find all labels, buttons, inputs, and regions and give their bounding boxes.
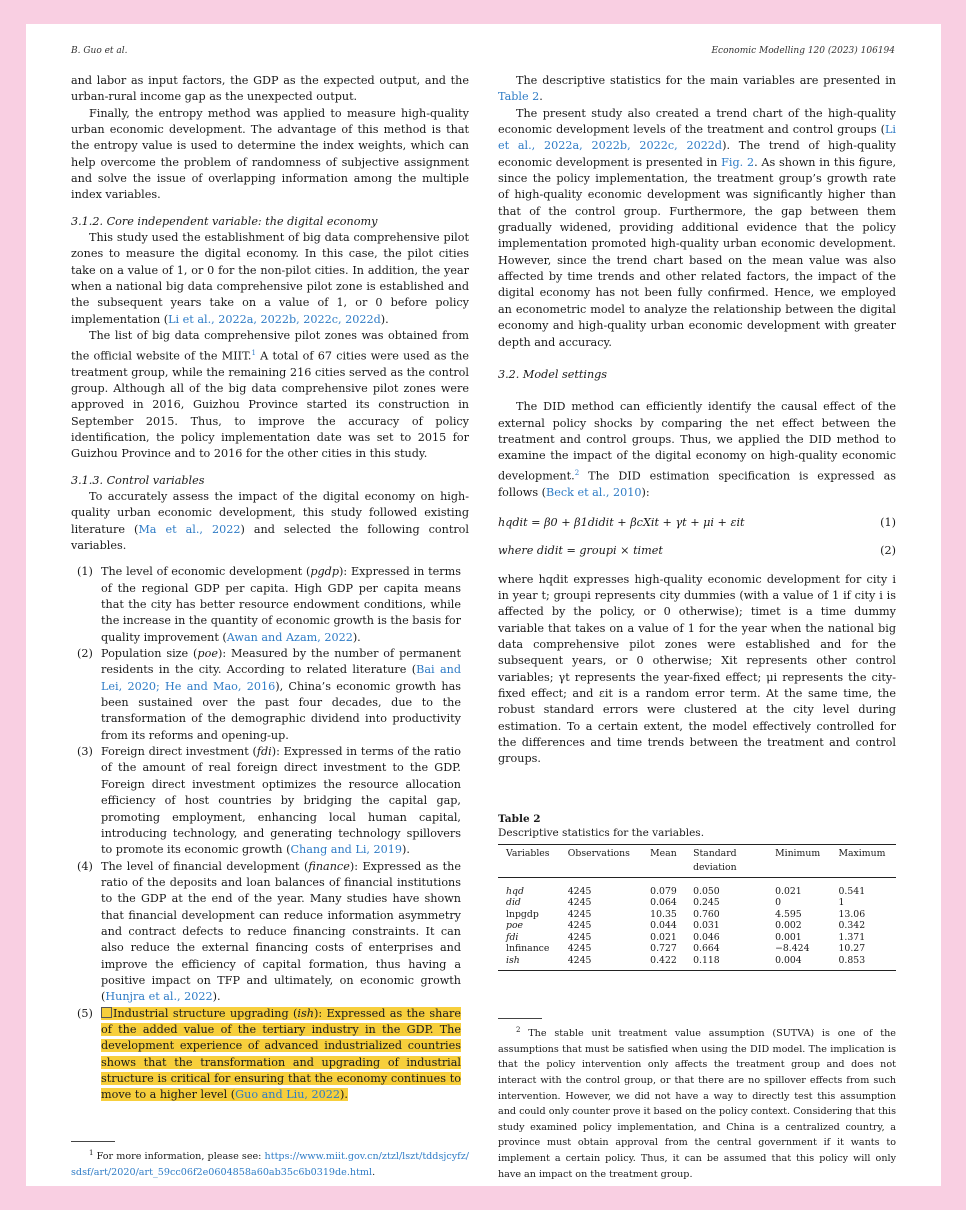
text: To accurately assess the impact of the digital economy on high-quality urban economic development, this study followed existing literature (: [71, 489, 469, 536]
cell: 0.021: [775, 885, 802, 897]
variable-name: finance: [308, 859, 350, 873]
cell: 0.046: [693, 931, 720, 943]
cell: 0.727: [650, 943, 677, 955]
section-heading-3-1-3: 3.1.3. Control variables: [71, 473, 205, 487]
paragraph: and labor as input factors, the GDP as the expected output, and the urban-rural income gap as the unexpected output.: [71, 74, 469, 104]
text: ): Expressed in terms of the ratio of the amount of real foreign direct investment to the GDP. Foreign direct investment optimizes the resource allocation efficiency of host countries by bridging the capital gap, promoting employment, enhancing local human capital, introducing technology, and generating technology spillovers to promote its economic growth (: [101, 745, 461, 857]
citation-link[interactable]: Li et al., 2022a, 2022b, 2022c, 2022d: [168, 312, 381, 326]
control-variable-list: [71, 564, 469, 1103]
variable-name: poe: [197, 647, 218, 661]
footnote-2: [498, 1018, 896, 1182]
cell: 0.001: [775, 931, 802, 943]
footnote-number: 1: [89, 1149, 94, 1157]
cell: did: [506, 897, 521, 909]
table-row: [498, 932, 896, 944]
text: A total of 67 cities were used as the treatment group, while the remaining 216 cities served as the control group. Although all of the big data comprehensive pilot zones were approved in 2016, Guizhou Province started its construction in September 2015. Thus, to improve the accuracy of policy identification, the policy implementation date was set to 2015 for Guizhou Province and to 2016 for the other cities in this study.: [71, 349, 469, 461]
descriptive-statistics-table: [498, 844, 896, 972]
text: ).: [340, 1088, 348, 1102]
cell: lnpgdp: [506, 908, 539, 920]
cell: 0.064: [650, 897, 677, 909]
text: .: [539, 90, 543, 104]
text: The descriptive statistics for the main variables are presented in: [516, 74, 896, 87]
footnote-number: 2: [516, 1026, 521, 1034]
left-column: [71, 73, 469, 1104]
text: Foreign direct investment (: [101, 745, 257, 759]
cell: 13.06: [838, 908, 866, 920]
equation-number: (1): [880, 515, 896, 529]
footnote-ref-1[interactable]: 1: [251, 348, 256, 357]
list-item: [71, 859, 469, 1006]
cell: 0.422: [642, 955, 685, 971]
text: ).: [401, 843, 410, 857]
text: The list of big data comprehensive pilot zones was obtained from the official website of the MIIT.: [71, 329, 469, 363]
cell: 0.031: [693, 920, 720, 932]
table-row: [498, 955, 896, 971]
paragraph-control-variables: [71, 489, 469, 554]
text: The level of financial development (: [101, 859, 309, 873]
cell: 0.021: [650, 931, 677, 943]
cell: −8.424: [775, 943, 810, 955]
paragraph-pilot-zones: [71, 328, 469, 462]
cell: 0.044: [650, 920, 677, 932]
text: ) and selected the following control variables.: [71, 522, 469, 553]
url-link[interactable]: https://www.miit.gov.cn/ztzl/lszt/tddsjcyfz/sdsf/art/2020/art_59cc06f2e0604858a60ab35c6b0319de.html: [71, 1151, 469, 1178]
text: For more information, please see:: [96, 1151, 265, 1163]
footnote-1: [71, 1141, 469, 1180]
text: ): Measured by the number of permanent residents in the city. According to related literature (: [101, 647, 462, 677]
paragraph-variable-definitions: where hqdit expresses high-quality economic development for city i in year t; groupi represents city dummies (with a value of 1 if city i is affected by the policy, or 0 otherwise); timet is a time dummy variable that takes on a value of 1 for the year when the national big data comprehensive pilot zones were established and for the subsequent years, or 0 otherwise; Xit represents other control variables; γt represents the year-fixed effect; μi represents the city-fixed effect; and εit is a random error term. At the same time, the robust standard errors were clustered at the city level during estimation. To a certain extent, the model effectively controlled for the differences and time trends between the treatment and control groups.: [498, 572, 896, 766]
paper-page: [26, 24, 941, 1186]
cell: 0.664: [693, 943, 720, 955]
cell: 0: [775, 897, 781, 909]
cell: 0.079: [650, 885, 677, 897]
cell: 0.760: [693, 908, 720, 920]
footnote-rule: [71, 1141, 115, 1142]
text: ).: [380, 312, 389, 326]
cell: 4245: [567, 897, 592, 909]
table-2: [498, 812, 896, 972]
text: . As shown in this figure, since the policy implementation, the treatment group’s growth rate of high-quality economic development was significantly higher than that of the control group. Furthermore, the gap between them gradually widened, providing additional evidence that the policy implementation promoted high-quality urban economic development. However, since the trend chart based on the mean value was also affected by time trends and other related factors, the impact of the digital economy has not been fully confirmed. Hence, we employed an econometric model to analyze the relationship between the digital economy and high-quality urban economic development with greater depth and accuracy.: [498, 155, 896, 349]
list-item: [71, 646, 469, 744]
cell: 10.35: [650, 908, 677, 920]
citation-link[interactable]: Chang and Li, 2019: [290, 843, 402, 857]
cell: 0.342: [838, 920, 866, 932]
paragraph-entropy: Finally, the entropy method was applied to measure high-quality urban economic development. The advantage of this method is that the entropy value is used to determine the index weights, which can help overcome the problem of randomness of subjective assignment and solve the issue of overlapping information among the multiple index variables.: [71, 106, 469, 202]
text: The DID estimation specification is expressed as follows (: [498, 469, 896, 499]
cell: 4245: [567, 885, 592, 897]
text: The stable unit treatment value assumption (SUTVA) is one of the assumptions that must be satisfied when using the DID model. The implication is that the policy intervention only affects the treatment group and does not interact with the control group, or that there are no spillover effects from such intervention. However, we did not have a way to directly test this assumption and could only counter prove it based on the policy context. Considering that this study examined policy implementation, and China is a centralized country, a province must obtain approval from the central government if it wants to implement a certain policy. Thus, it can be assumed that this policy will only have an impact on the treatment group.: [498, 1028, 896, 1180]
text: ):: [641, 485, 650, 499]
text: The level of economic development (: [101, 565, 311, 579]
figure-link[interactable]: Fig. 2: [721, 155, 755, 169]
column-header: Maximum: [831, 844, 897, 877]
table-link[interactable]: Table 2: [498, 90, 540, 104]
cell: ish: [498, 955, 560, 971]
citation-link[interactable]: Hunjra et al., 2022: [105, 990, 213, 1004]
text: ): Expressed as the share of the added value of the tertiary industry in the GDP. The development experience of advanced industrialized countries shows that the transformation and upgrading of industrial structure is critical for ensuring that the economy continues to move to a higher level (: [101, 1006, 461, 1102]
cell: 0.002: [775, 920, 802, 932]
text: ).: [212, 990, 221, 1004]
text: ), China’s economic growth has been sustained over the past four decades, due to the transformation of the demographic dividend into productivity from its reforms and opening-up.: [101, 679, 461, 742]
cell: 1: [838, 897, 845, 909]
running-head-authors: B. Guo et al.: [71, 46, 128, 56]
equation-1: [498, 515, 896, 531]
section-heading-3-1-2: 3.1.2. Core independent variable: the digital economy: [71, 214, 378, 228]
table-row: [498, 943, 896, 955]
cell: 4245: [567, 943, 592, 955]
text: Industrial structure upgrading (: [113, 1006, 298, 1020]
running-head-journal: Economic Modelling 120 (2023) 106194: [711, 46, 895, 56]
list-item: [71, 564, 469, 646]
annotation-marker-icon[interactable]: [101, 1007, 112, 1018]
cell: 0.004: [767, 955, 830, 971]
paragraph-trend-chart: [498, 106, 896, 351]
table-label: Table 2: [498, 812, 541, 825]
text: The present study also created a trend chart of the high-quality economic development levels of the treatment and control groups (: [498, 106, 896, 137]
equation-2: [498, 543, 896, 559]
text: ): Expressed as the ratio of the deposits and loan balances of financial institutions to the GDP at the end of the year. Many studies have shown that financial development can reduce information asymmetry and contract defects to reduce financing constraints. It can also reduce the external financing costs of enterprises and improve the efficiency of capital formation, thus having a positive impact on TFP and ultimately, on economic growth (: [101, 859, 461, 1004]
table-row: [498, 920, 896, 932]
paragraph-did-method: [498, 399, 896, 501]
variable-name: pgdp: [310, 565, 340, 579]
footnote-ref-2[interactable]: 2: [574, 468, 580, 477]
cell: hqd: [506, 885, 524, 897]
cell: 4245: [567, 920, 592, 932]
text: Population size (: [101, 647, 198, 661]
citation-link[interactable]: Ma et al., 2022: [138, 522, 241, 536]
variable-name: fdi: [256, 745, 272, 759]
cell: 4245: [560, 955, 642, 971]
table-row: [498, 909, 896, 921]
paragraph-table-ref: [498, 73, 896, 106]
text: This study used the establishment of big data comprehensive pilot zones to measure the digital economy. In this case, the pilot cities take on a value of 1, or 0 for the non-pilot cities. In addition, the year when a national big data comprehensive pilot zone is established and the subsequent years take on a value of 1, or 0 before policy implementation (: [71, 231, 469, 326]
item-number: (2): [77, 647, 93, 661]
item-number: (4): [77, 859, 93, 873]
section-heading-3-2: 3.2. Model settings: [498, 367, 608, 381]
list-item: [71, 744, 469, 858]
item-number: (1): [77, 565, 93, 579]
text: .: [372, 1166, 376, 1178]
table-caption: Descriptive statistics for the variables.: [498, 826, 705, 839]
citation-link[interactable]: Bai and Lei, 2020; He and Mao, 2016: [101, 663, 461, 693]
text: ).: [352, 630, 361, 644]
cell: 1.371: [838, 931, 866, 943]
cell: 0.853: [831, 955, 897, 971]
paragraph-digital-economy: [71, 230, 469, 328]
table-header-row: [498, 844, 896, 877]
equation-text: where didit = groupi × timet: [498, 544, 663, 558]
text: ): Expressed in terms of the regional GDP per capita. High GDP per capita means that the city has better resource endowment conditions, while the increase in the quantity of economic growth is the basis for quality improvement (: [101, 565, 461, 644]
cell: 0.541: [838, 885, 866, 897]
cell: 0.050: [693, 885, 720, 897]
citation-link[interactable]: Guo and Liu, 2022: [235, 1088, 340, 1102]
citation-link[interactable]: Beck et al., 2010: [546, 485, 642, 499]
column-header: Standard deviation: [685, 844, 767, 877]
cell: poe: [506, 920, 524, 932]
item-number: (3): [77, 745, 93, 759]
cell: 4.595: [775, 908, 802, 920]
equation-number: (2): [880, 544, 896, 558]
table-row: [498, 877, 896, 897]
column-header: Minimum: [767, 844, 830, 877]
footnote-text: [71, 1146, 469, 1180]
column-header: Observations: [560, 844, 642, 877]
cell: 4245: [567, 908, 592, 920]
cell: 4245: [567, 931, 592, 943]
text: ). The trend of high-quality economic development is presented in: [498, 139, 896, 169]
cell: 0.245: [693, 897, 720, 909]
cell: fdi: [506, 931, 519, 943]
citation-link[interactable]: Li et al., 2022a, 2022b, 2022c, 2022d: [498, 123, 896, 153]
cell: 0.118: [685, 955, 767, 971]
text: The DID method can efficiently identify the causal effect of the external policy shocks by comparing the net effect between the treatment and control groups. Thus, we applied the DID method to examine the impact of the digital economy on high-quality economic development.: [498, 400, 896, 483]
item-number: (5): [77, 1006, 93, 1020]
table-row: [498, 897, 896, 909]
equation-text: hqdit = β0 + β1didit + βcXit + γt + μi + εit: [498, 515, 745, 529]
column-header: Variables: [498, 844, 560, 877]
right-column: [498, 73, 896, 971]
cell: 10.27: [838, 943, 866, 955]
column-header: Mean: [642, 844, 685, 877]
citation-link[interactable]: Awan and Azam, 2022: [226, 630, 353, 644]
highlighted-text[interactable]: [101, 1007, 461, 1102]
variable-name: ish: [297, 1006, 314, 1020]
cell: lnfinance: [506, 943, 550, 955]
footnote-rule: [498, 1018, 542, 1019]
list-item-highlighted[interactable]: [71, 1006, 469, 1104]
footnote-text: [498, 1023, 896, 1182]
